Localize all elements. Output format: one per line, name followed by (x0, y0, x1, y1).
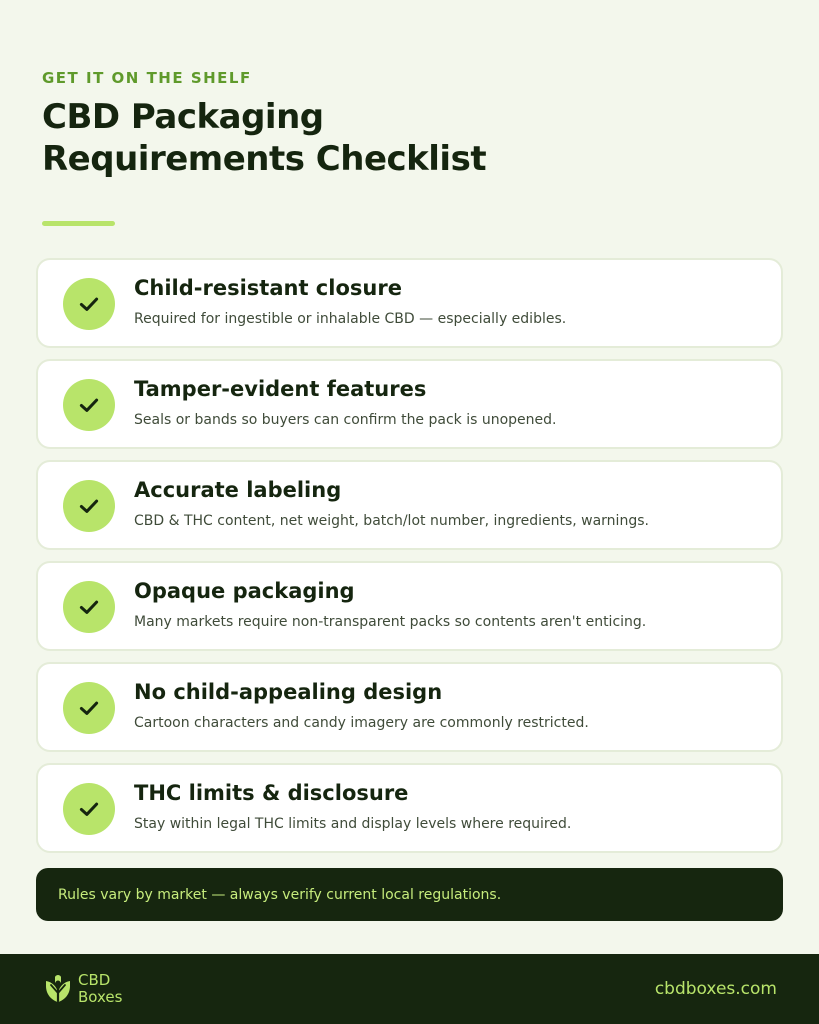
checklist-item-thc-limits (36, 763, 783, 853)
checklist-item-title: No child-appealing design (134, 680, 443, 704)
website-link[interactable]: cbdboxes.com (654, 979, 777, 999)
checklist-item-child-resistant (36, 258, 783, 348)
accent-divider (42, 221, 115, 226)
check-icon (63, 581, 115, 633)
check-icon (63, 480, 115, 532)
check-icon (63, 379, 115, 431)
check-icon (63, 682, 115, 734)
brand-name (78, 972, 122, 1006)
brand-name-line-2: Boxes (78, 988, 123, 1006)
eyebrow-label: GET IT ON THE SHELF (42, 69, 252, 87)
checklist-item-tamper-evident (36, 359, 783, 449)
leaf-logo-icon (42, 973, 74, 1005)
checklist-item-description: Seals or bands so buyers can confirm the pack is unopened. (134, 412, 557, 428)
checklist (36, 258, 783, 864)
page-title (42, 96, 782, 180)
regulation-note: Rules vary by market — always verify current local regulations. (36, 868, 783, 921)
checklist-item-no-child-appealing (36, 662, 783, 752)
brand-logo[interactable] (42, 972, 122, 1006)
checklist-item-description: Cartoon characters and candy imagery are commonly restricted. (134, 715, 589, 731)
checklist-item-title: Opaque packaging (134, 579, 355, 603)
checklist-item-title: Tamper-evident features (134, 377, 427, 401)
checklist-item-accurate-labeling (36, 460, 783, 550)
checklist-item-description: Required for ingestible or inhalable CBD — especially edibles. (134, 311, 567, 327)
page-title-line-1: CBD Packaging (42, 97, 324, 137)
checklist-item-description: Stay within legal THC limits and display levels where required. (134, 816, 572, 832)
checklist-item-opaque-packaging (36, 561, 783, 651)
checklist-item-description: Many markets require non-transparent packs so contents aren't enticing. (134, 614, 647, 630)
checklist-item-title: THC limits & disclosure (134, 781, 409, 805)
footer (0, 954, 819, 1024)
header (42, 68, 782, 180)
checklist-item-description: CBD & THC content, net weight, batch/lot number, ingredients, warnings. (134, 513, 649, 529)
checklist-item-title: Child-resistant closure (134, 276, 402, 300)
check-icon (63, 278, 115, 330)
brand-name-line-1: CBD (78, 971, 111, 989)
page-title-line-2: Requirements Checklist (42, 139, 487, 179)
check-icon (63, 783, 115, 835)
checklist-item-title: Accurate labeling (134, 478, 342, 502)
